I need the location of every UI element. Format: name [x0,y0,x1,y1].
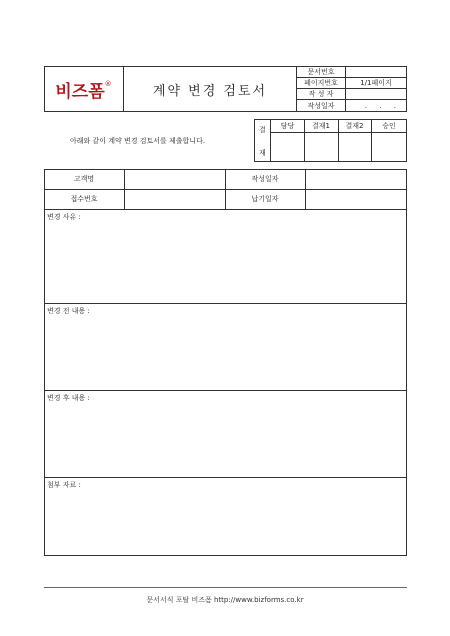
approval-sign-approve[interactable] [371,132,407,162]
approval-col-header-approver1: 결재1 [304,119,339,133]
approval-col-header-approver2: 결재2 [338,119,372,133]
logo: 비즈폼 [55,81,105,102]
section-after-content-label: 변경 후 내용 : [47,394,90,402]
approval-sign-staff[interactable] [271,132,305,162]
page-title: 계약 변경 검토서 [152,83,268,99]
approval-sign-approver2[interactable] [338,132,372,162]
approval-sign-approver1[interactable] [304,132,339,162]
section-before-content[interactable] [44,303,407,391]
footer-divider [44,587,407,588]
logo-area [44,66,124,112]
delivery-date-label: 납기일자 [225,189,306,210]
delivery-date-field[interactable] [305,189,407,210]
section-attachments[interactable] [44,477,407,556]
doc-info-value-date[interactable]: . . . [364,101,401,110]
receipt-number-label: 접수번호 [44,189,125,210]
receipt-number-field[interactable] [124,189,226,210]
approval-side-label [254,119,271,162]
section-change-reason-label: 변경 사유 : [47,213,81,221]
approval-side-label-bottom: 재 [259,149,266,157]
section-after-content[interactable] [44,390,407,478]
created-date-label: 작성일자 [225,169,306,190]
intro-text: 아래와 같이 계약 변경 검토서를 제출합니다. [70,137,206,145]
doc-info-label-doc-number: 문서번호 [296,66,346,78]
section-before-content-label: 변경 전 내용 : [47,307,90,315]
approval-col-header-staff: 담당 [271,119,305,133]
doc-info-label-page-number: 페이지번호 [296,77,346,89]
customer-name-field[interactable] [124,169,226,190]
footer-text: 문서서식 포탈 비즈폼 http://www.bizforms.co.kr [146,596,304,604]
approval-col-header-approve: 승인 [371,119,407,133]
registered-mark-icon: ® [104,80,112,88]
created-date-field[interactable] [305,169,407,190]
doc-info-value-page-number: 1/1페이지 [345,77,407,89]
customer-name-label: 고객명 [44,169,125,190]
doc-info-label-author: 작 성 자 [296,88,346,100]
doc-info-label-date: 작성일자 [296,99,346,112]
approval-side-label-top: 결 [259,126,266,134]
section-attachments-label: 첨부 자료 : [47,481,81,489]
section-change-reason[interactable] [44,209,407,304]
